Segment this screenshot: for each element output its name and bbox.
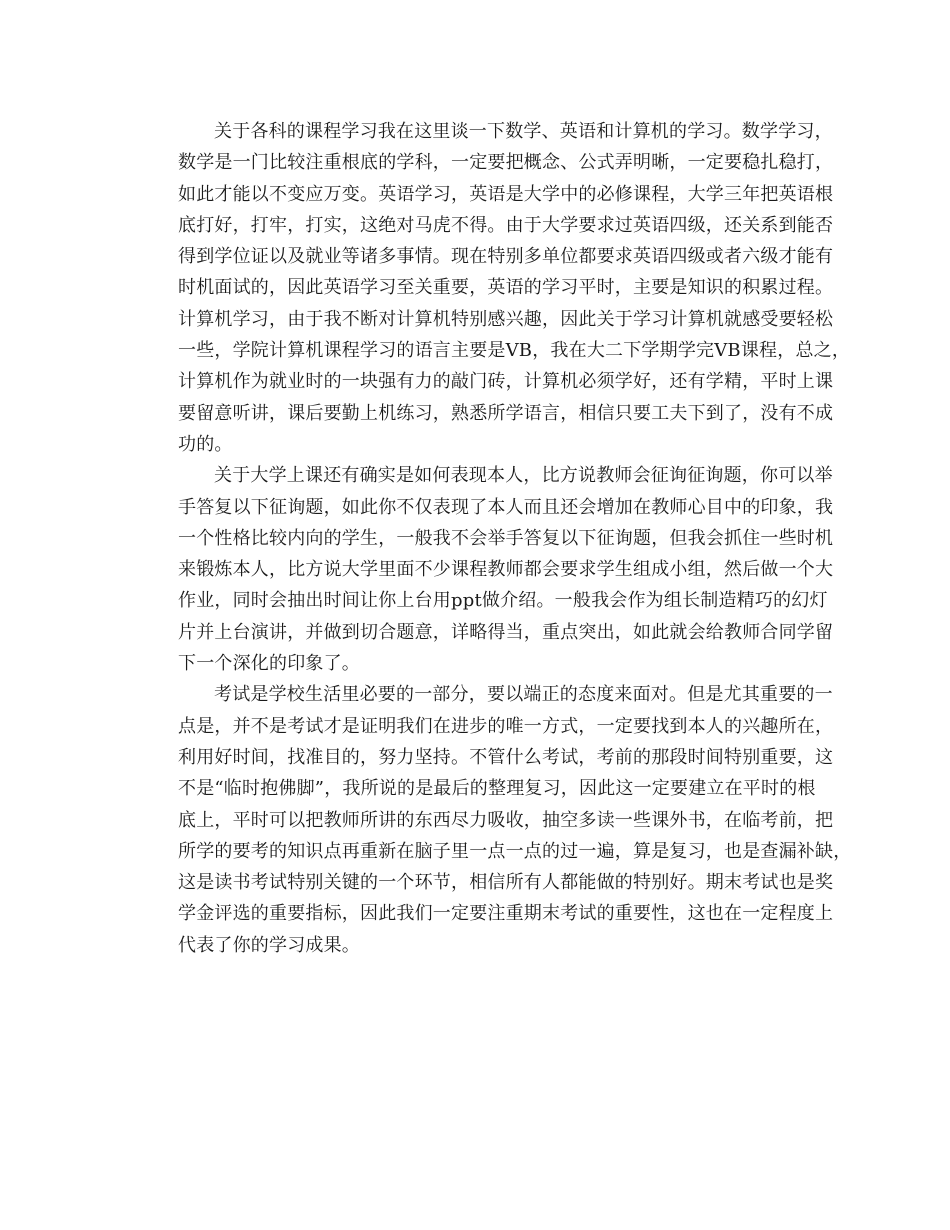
text-line: 如此才能以不变应万变。英语学习，英语是大学中的必修课程，大学三年把英语根 bbox=[178, 183, 834, 205]
text-line: 底打好，打牢，打实，这绝对马虎不得。由于大学要求过英语四级，还关系到能否 bbox=[178, 214, 834, 236]
text-line: 利用好时间，找准目的，努力坚持。不管什么考试，考前的那段时间特别重要，这 bbox=[178, 746, 834, 768]
text-line: 计算机作为就业时的一块强有力的敲门砖，计算机必须学好，还有学精，平时上课 bbox=[178, 371, 834, 393]
text-line: 考试是学校生活里必要的一部分，要以端正的态度来面对。但是尤其重要的一 bbox=[214, 684, 833, 706]
text-line: 来锻炼本人，比方说大学里面不少课程教师都会要求学生组成小组，然后做一个大 bbox=[178, 559, 834, 581]
text-line: 一个性格比较内向的学生，一般我不会举手答复以下征询题，但我会抓住一些时机 bbox=[178, 527, 834, 549]
text-line: 代表了你的学习成果。 bbox=[178, 934, 360, 956]
text-line: 所学的要考的知识点再重新在脑子里一点一点的过一遍，算是复习，也是查漏补缺， bbox=[178, 840, 852, 862]
paragraph-3 bbox=[142, 679, 852, 961]
text-line: 一些，学院计算机课程学习的语言主要是VB，我在大二下学期学完VB课程，总之， bbox=[178, 340, 851, 362]
text-line: 要留意听讲，课后要勤上机练习，熟悉所学语言，相信只要工夫下到了，没有不成 bbox=[178, 402, 834, 424]
text-line: 片并上台演讲，并做到切合题意，详略得当，重点突出，如此就会给教师合同学留 bbox=[178, 621, 834, 643]
text-line: 关于大学上课还有确实是如何表现本人，比方说教师会征询征询题，你可以举 bbox=[214, 465, 833, 487]
text-line: 底上，平时可以把教师所讲的东西尽力吸收，抽空多读一些课外书，在临考前，把 bbox=[178, 809, 834, 831]
text-line: 得到学位证以及就业等诸多事情。现在特别多单位都要求英语四级或者六级才能有 bbox=[178, 246, 834, 268]
text-line: 不是“临时抱佛脚”，我所说的是最后的整理复习，因此这一定要建立在平时的根 bbox=[178, 778, 816, 800]
text-line: 学金评选的重要指标，因此我们一定要注重期末考试的重要性，这也在一定程度上 bbox=[178, 903, 834, 925]
paragraph-1 bbox=[142, 116, 851, 460]
text-line: 时机面试的，因此英语学习至关重要，英语的学习平时，主要是知识的积累过程。 bbox=[178, 277, 834, 299]
body-text bbox=[142, 116, 852, 961]
text-line: 数学是一门比较注重根底的学科，一定要把概念、公式弄明晰，一定要稳扎稳打， bbox=[178, 152, 834, 174]
text-line: 下一个深化的印象了。 bbox=[178, 653, 360, 675]
text-line: 功的。 bbox=[178, 433, 233, 455]
text-line: 点是，并不是考试才是证明我们在进步的唯一方式，一定要找到本人的兴趣所在， bbox=[178, 715, 834, 737]
text-line: 关于各科的课程学习我在这里谈一下数学、英语和计算机的学习。数学学习， bbox=[214, 121, 833, 142]
text-line: 这是读书考试特别关键的一个环节，相信所有人都能做的特别好。期末考试也是奖 bbox=[178, 872, 834, 894]
paragraph-2 bbox=[142, 460, 834, 679]
text-line: 计算机学习，由于我不断对计算机特别感兴趣，因此关于学习计算机就感受要轻松 bbox=[178, 308, 834, 330]
text-line: 手答复以下征询题，如此你不仅表现了本人而且还会增加在教师心目中的印象，我 bbox=[178, 496, 834, 518]
text-line: 作业，同时会抽出时间让你上台用ppt做介绍。一般我会作为组长制造精巧的幻灯 bbox=[178, 590, 828, 612]
